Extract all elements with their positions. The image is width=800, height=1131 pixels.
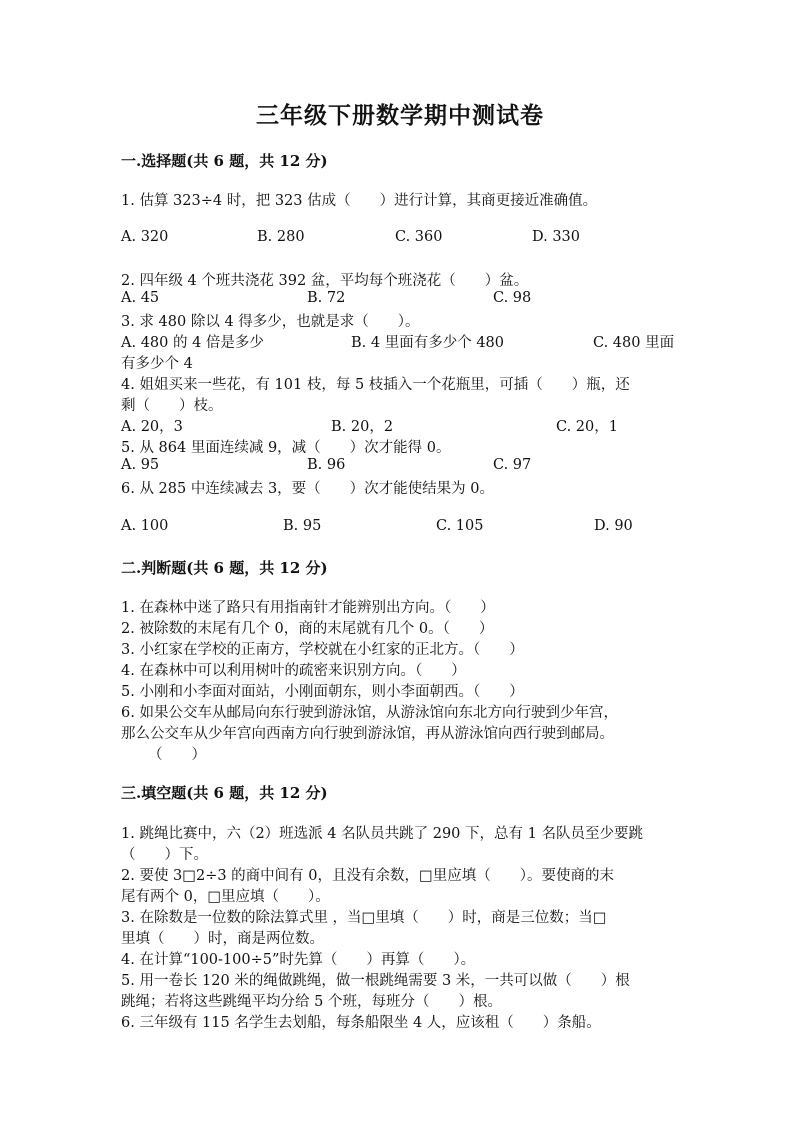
section-heading-choice: 一.选择题(共 6 题，共 12 分): [121, 152, 328, 170]
question-text: 4. 在计算“100-100÷5”时先算（ ）再算（ ）。: [121, 952, 476, 968]
option: B. 72: [307, 290, 346, 306]
question-text: 4. 在森林中可以利用树叶的疏密来识别方向。（ ）: [121, 663, 466, 679]
question-text: 那么公交车从少年宫向西南方向行驶到游泳馆，再从游泳馆向西行驶到邮局。: [121, 726, 614, 742]
question-text: 6. 三年级有 115 名学生去划船，每条船限坐 4 人，应该租（ ）条船。: [121, 1015, 601, 1031]
question-text: 6. 从 285 中连续减去 3，要（ ）次才能使结果为 0。: [121, 481, 495, 497]
option: D. 90: [594, 518, 633, 534]
option: B. 95: [283, 518, 322, 534]
option: C. 20，1: [556, 419, 618, 435]
option: B. 280: [257, 229, 305, 245]
option: A. 45: [121, 290, 160, 306]
option: B. 96: [307, 457, 346, 473]
option: B. 20，2: [331, 419, 394, 435]
question-text: 6. 如果公交车从邮局向东行驶到游泳馆，从游泳馆向东北方向行驶到少年宫，: [121, 705, 618, 721]
question-text: 1. 在森林中迷了路只有用指南针才能辨别出方向。（ ）: [121, 600, 495, 616]
question-text: 1. 估算 323÷4 时，把 323 估成（ ）进行计算，其商更接近准确值。: [121, 193, 598, 209]
question-text: 5. 从 864 里面连续减 9，减（ ）次才能得 0。: [121, 440, 451, 456]
question-text: 2. 被除数的末尾有几个 0，商的末尾就有几个 0。（ ）: [121, 621, 494, 637]
option: C. 98: [493, 290, 532, 306]
option: D. 330: [532, 229, 581, 245]
option: C. 97: [493, 457, 532, 473]
option: C. 480 里面: [593, 335, 675, 351]
question-text: 剩（ ）枝。: [121, 398, 223, 414]
option: C. 105: [436, 518, 484, 534]
option: C. 360: [395, 229, 443, 245]
question-text: 1. 跳绳比赛中，六（2）班选派 4 名队员共跳了 290 下，总有 1 名队员至少要跳: [121, 826, 643, 842]
option: A. 320: [121, 229, 169, 245]
question-text: 跳绳；若将这些跳绳平均分给 5 个班，每班分（ ）根。: [121, 994, 502, 1010]
option: A. 95: [121, 457, 160, 473]
question-text: 5. 用一卷长 120 米的绳做跳绳，做一根跳绳需要 3 米，一共可以做（ ）根: [121, 973, 630, 989]
section-heading-true-false: 二.判断题(共 6 题，共 12 分): [121, 559, 328, 577]
question-text: 3. 小红家在学校的正南方，学校就在小红家的正北方。（ ）: [121, 642, 524, 658]
question-text: 2. 要使 3□2÷3 的商中间有 0，且没有余数，□里应填（ ）。要使商的末: [121, 868, 614, 884]
section-heading-fill-blank: 三.填空题(共 6 题，共 12 分): [121, 784, 328, 802]
answer-bracket: （ ）: [148, 747, 206, 763]
question-text: 3. 求 480 除以 4 得多少，也就是求（ ）。: [121, 314, 420, 330]
option: A. 20，3: [121, 419, 183, 435]
question-text: 2. 四年级 4 个班共浇花 392 盆，平均每个班浇花（ ）盆。: [121, 273, 529, 289]
question-text: 里填（ ）时，商是两位数。: [121, 931, 324, 947]
question-text: 5. 小刚和小李面对面站，小刚面朝东，则小李面朝西。（ ）: [121, 684, 524, 700]
question-text: 3. 在除数是一位数的除法算式里 ，当□里填（ ）时，商是三位数；当□: [121, 910, 607, 926]
option-continuation: 有多少个 4: [121, 356, 193, 372]
option: B. 4 里面有多少个 480: [351, 335, 504, 351]
question-text: 尾有两个 0，□里应填（ ）。: [121, 889, 330, 905]
question-text: （ ）下。: [121, 847, 208, 863]
question-text: 4. 姐姐买来一些花，有 101 枝，每 5 枝插入一个花瓶里，可插（ ）瓶，还: [121, 377, 630, 393]
option: A. 100: [121, 518, 169, 534]
option: A. 480 的 4 倍是多少: [121, 335, 264, 351]
page-title: 三年级下册数学期中测试卷: [256, 102, 544, 129]
